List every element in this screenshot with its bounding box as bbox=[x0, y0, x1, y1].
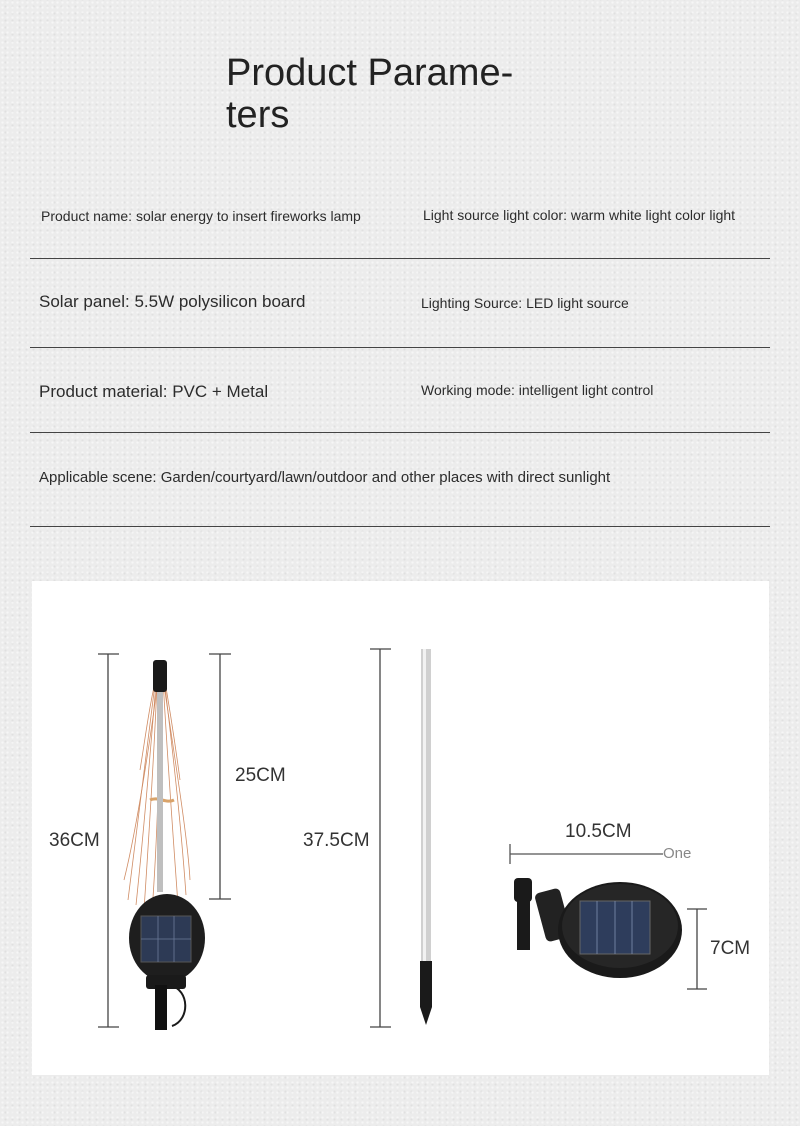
fireworks-lamp-image bbox=[124, 660, 205, 1030]
param-working-mode: Working mode: intelligent light control bbox=[421, 382, 654, 398]
dimension-panel-width-note: One bbox=[663, 845, 692, 862]
param-applicable-scene: Applicable scene: Garden/courtyard/lawn/outdoor and other places with direct sunlight bbox=[39, 469, 611, 486]
dimension-stake-height: 37.5CM bbox=[303, 830, 370, 851]
stake-image bbox=[420, 649, 432, 1025]
dimension-upper-height: 25CM bbox=[235, 765, 286, 786]
panel-width-dimension-line bbox=[510, 844, 663, 864]
dimension-panel-width: 10.5CM bbox=[565, 821, 632, 842]
param-product-name: Product name: solar energy to insert fireworks lamp bbox=[41, 208, 361, 224]
upper-height-dimension-line bbox=[209, 654, 231, 899]
param-material: Product material: PVC + Metal bbox=[39, 382, 269, 401]
dimension-total-height: 36CM bbox=[49, 830, 100, 851]
dimension-panel-height: 7CM bbox=[710, 938, 751, 959]
param-lighting-source: Lighting Source: LED light source bbox=[421, 295, 629, 311]
param-solar-panel: Solar panel: 5.5W polysilicon board bbox=[39, 292, 306, 311]
total-height-dimension-line bbox=[98, 654, 119, 1027]
param-light-color: Light source light color: warm white light color light bbox=[423, 207, 736, 223]
stake-height-dimension-line bbox=[370, 649, 391, 1027]
page-title: Product Parame-ters bbox=[226, 52, 514, 136]
panel-height-dimension-line bbox=[687, 909, 707, 989]
solar-panel-image bbox=[514, 878, 682, 978]
